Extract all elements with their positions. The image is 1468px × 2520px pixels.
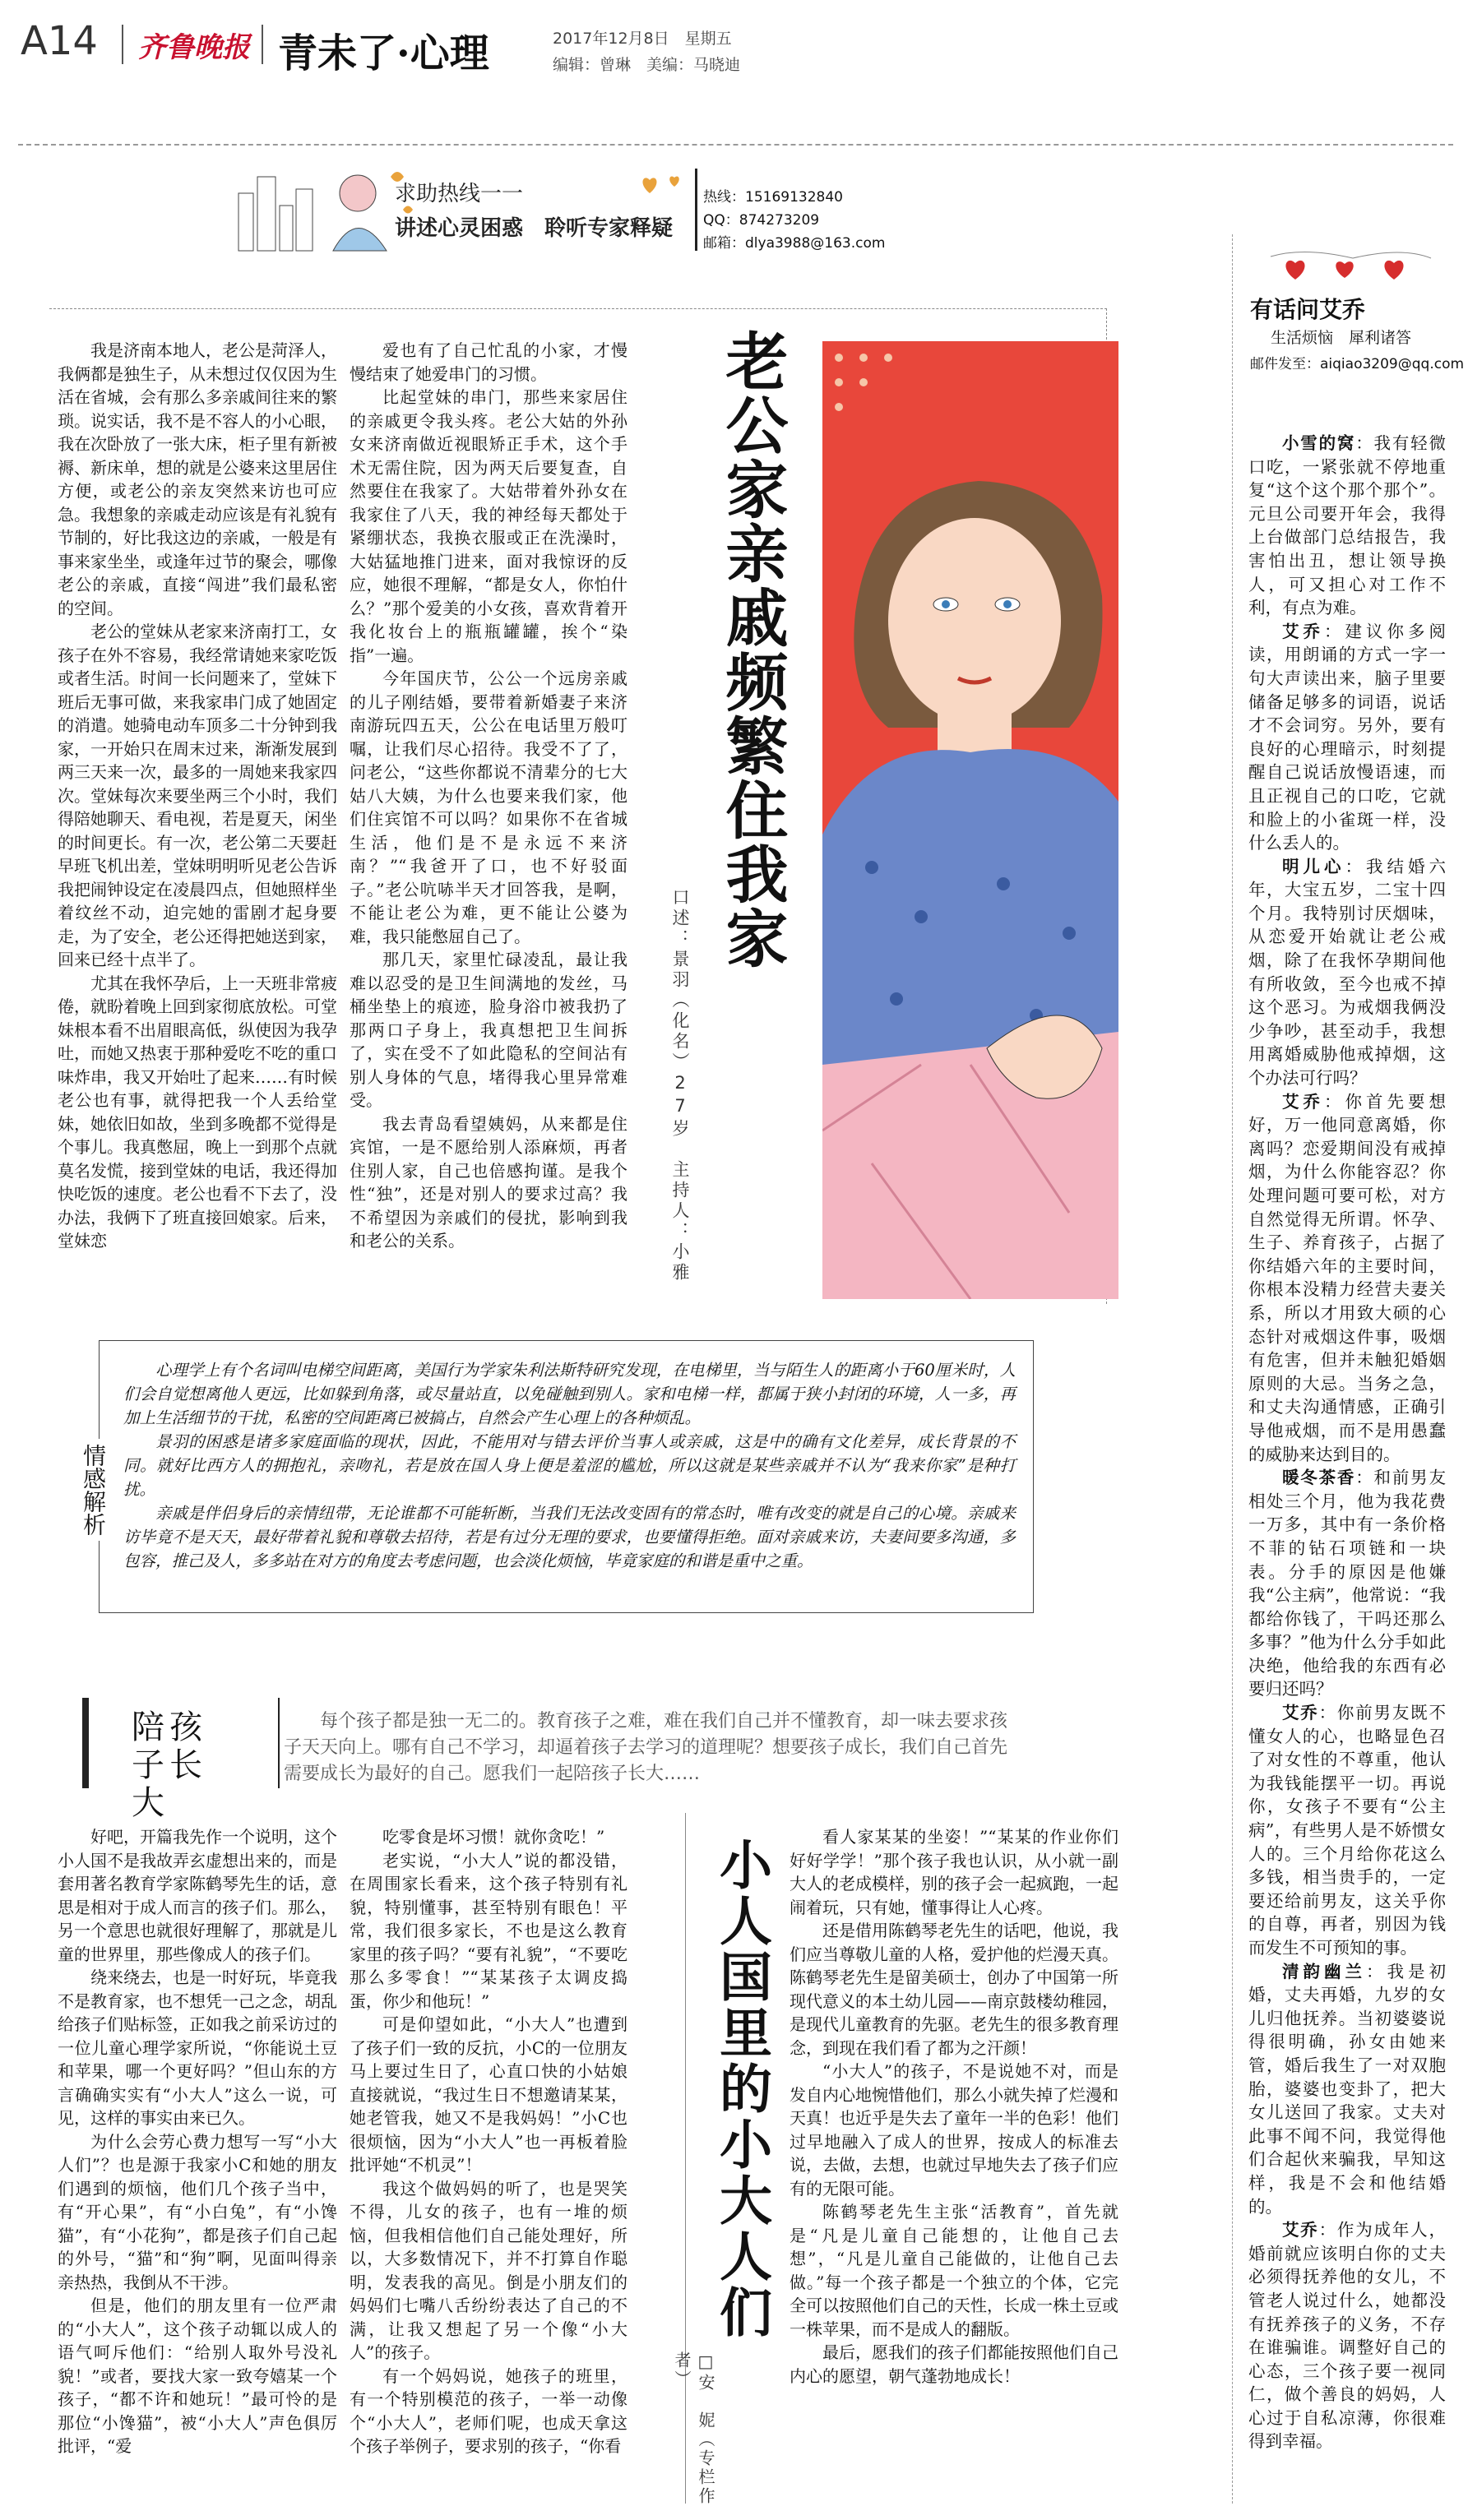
hotline-qq: QQ：874273209	[703, 212, 820, 229]
paragraph: 尤其在我怀孕后，上一天班非常疲倦，就盼着晚上回到家彻底放松。可堂妹根本看不出眉眼高低，纵使因为我孕吐，而她又热衷于那种爱吃不吃的重口味炸串，我又开始吐了起来……有时候老公也有事，就得把我一个人丢给堂妹，她依旧如故，坐到多晚都不觉得是个事儿。我真憋屈，晚上一到那个点就莫名发慌，接到堂妹的电话，我还得加快吃饭的速度。老公也看不下去了，没办法，我俩下了班直接回娘家。后来，堂妹恋	[58, 973, 337, 1251]
qa-text: ：作为成年人，婚前就应该明白你的丈夫必须得抚养他的女儿，不管老人说过什么，她都没有抚养孩子的义务，不存在谁骗谁。调整好自己的心态，三个孩子要一视同仁，做个善良的妈妈，人心过于自私凉薄，你很难得到幸福。	[1248, 2220, 1446, 2452]
qa-asker: 艾乔	[1282, 1703, 1319, 1723]
qa-item	[1248, 2218, 1446, 2453]
qa-item	[1248, 1090, 1446, 1467]
qa-asker: 清韵幽兰	[1282, 1961, 1366, 1981]
qa-text: ：我是初婚，丈夫再婚，九岁的女儿归他抚养。当初婆婆说得很明确，孙女由她来管，婚后我生了一对双胞胎，婆婆也变卦了，把大女儿送回了我家。丈夫对此事不闻不问，我觉得他们合起伙来骗我，早知这样，我是不会和他结婚的。	[1248, 1961, 1446, 2217]
paragraph: 今年国庆节，公公一个远房亲戚的儿子刚结婚，要带着新婚妻子来济南游玩四五天，公公在电话里万般叮嘱，让我们尽心招待。我受不了了，问老公，“这些你都说不清辈分的七大姑八大姨，为什么也要来我们家，他们住宾馆不可以吗？如果你不在省城生活，他们是不是永远不来济南？”“我爸开了口，也不好驳面子。”老公吭哧半天才回答我，是啊，不能让老公为难，更不能让公婆为难，我只能憋屈自己了。	[350, 668, 627, 946]
qa-item	[1248, 1701, 1446, 1960]
qa-asker: 艾乔	[1282, 621, 1324, 641]
qa-asker: 艾乔	[1282, 2220, 1319, 2240]
paragraph: 亲戚是伴侣身后的亲情纽带，无论谁都不可能斩断，当我们无法改变固有的常态时，唯有改变的就是自己的心境。亲戚来访毕竟不是天天，最好带着礼貌和尊敬去招待，若是有过分无理的要求，也要懂得拒绝。面对亲戚来访，夫妻间要多沟通，多包容，推己及人，多多站在对方的角度去考虑问题，也会淡化烦恼，毕竟家庭的和谐是重中之重。	[123, 1504, 1016, 1570]
qa-asker: 明儿心	[1282, 856, 1345, 876]
column-intro: 每个孩子都是独一无二的。教育孩子之难，难在我们自己并不懂教育，却一味去要求孩子天天向上。哪有自己不学习，却逼着孩子去学习的道理呢？想要孩子成长，我们自己首先需要成长为最好的自己。愿我们一起陪孩子长大……	[284, 1711, 1008, 1784]
qa-text: ：你前男友既不懂女人的心，也略显色召了对女性的不尊重，他认为我钱能摆平一切。再说你，女孩子不要有“公主病”，有些男人是不娇惯女人的。三个月给你花这么多钱，相当贵手的，一定要还给前男友，这关乎你的自尊，再者，别因为钱而发生不可预知的事。	[1248, 1703, 1446, 1958]
paragraph: 最后，愿我们的孩子们都能按照他们自己内心的愿望，朝气蓬勃地成长！	[790, 2342, 1118, 2386]
qa-item	[1248, 855, 1446, 1090]
hotline-divider	[695, 169, 697, 251]
qa-text: ：我结婚六年，大宝五岁，二宝十四个月。我特别讨厌烟味，从恋爱开始就让老公戒烟，除了在我怀孕期间他有所收敛，至今也戒不掉这个恶习。为戒烟我俩没少争吵，甚至动手，我想用离婚威胁他戒掉烟，这个办法可行吗？	[1248, 856, 1446, 1089]
ask-column-rule	[1232, 234, 1234, 2504]
article2-byline: □安 妮（专栏作者）	[672, 2351, 715, 2506]
paragraph: 爱也有了自己忙乱的小家，才慢慢结束了她爱串门的习惯。	[350, 340, 627, 384]
column-label: 陪孩子长大	[132, 1709, 207, 1822]
paragraph: 有一个妈妈说，她孩子的班里，有一个特别模范的孩子，一举一动像个“小大人”，老师们呢，也成天拿这个孩子举例子，要求别的孩子，“你看	[350, 2365, 627, 2456]
article1-col1	[58, 339, 337, 1253]
weekday-text: 星期五	[684, 30, 732, 48]
qa-text: ：我有轻微口吃，一紧张就不停地重复“这个这个那个那个”。元旦公司要开年会，我得上台做部门总结报告，我害怕出丑，想让领导换人，可又担心对工作不利，有点为难。	[1248, 433, 1446, 618]
qa-text: ：你首先要想好，万一他同意离婚，你离吗？恋爱期间没有戒掉烟，为什么你能容忍？你处理问题可要可松，对方自然觉得无所谓。怀孕、生子、养育孩子，占据了你结婚六年的主要时间，你根本没精力经营夫妻关系，所以才用致大硕的心态针对戒烟这件事，吸烟有危害，但并未触犯婚姻原则的大忌。当务之急，和丈夫沟通情感，正确引导他戒烟，而不是用愚蠢的威胁来达到目的。	[1248, 1091, 1446, 1464]
paragraph: 吃零食是坏习惯！就你贪吃！”	[382, 1827, 605, 1847]
qa-asker: 暖冬茶香	[1282, 1468, 1356, 1488]
date-text: 2017年12月8日	[553, 30, 669, 48]
article2-col3	[790, 1825, 1118, 2388]
article2-col2	[350, 1825, 627, 2458]
paragraph: 陈鹤琴老先生主张“活教育”，首先就是“凡是儿童自己能想的，让他自己去想”，“凡是儿童自己能做的，让他自己去做。”每一个孩子都是一个独立的个体，它完全可以按照他们自己的天性，长成一株土豆或一株苹果，而不是成人的翻版。	[790, 2202, 1118, 2339]
woman-illustration	[822, 341, 1118, 1299]
section-title: 青未了·心理	[278, 30, 489, 76]
hotline-phone: 热线：15169132840	[703, 189, 843, 206]
hotline-banner	[234, 160, 901, 259]
paragraph: 但是，他们的朋友里有一位严肃的“小大人”，这个孩子动辄以成人的语气呵斥他们：“给别人取外号没礼貌！”或者，要找大家一致夸嬉某一个孩子，“都不许和她玩！”最可怜的是那位“小馋猫”，被“小大人”声色俱厉批评，“爱	[58, 2296, 337, 2456]
article1-byline: 口述：景羽（化名）27岁 主持人：小雅	[670, 888, 690, 1283]
header-divider	[122, 25, 123, 64]
paper-logo: 齐鲁晚报	[138, 31, 250, 64]
qa-asker: 小雪的窝	[1282, 433, 1356, 453]
paragraph: 我这个做妈妈的听了，也是哭笑不得，儿女的孩子，也有一堆的烦恼，但我相信他们自己能处理好，所以，大多数情况下，并不打算自作聪明，发表我的高见。倒是小朋友们的妈妈们七嘴八舌纷纷表达了自己的不满，让我又想起了另一个像“小大人”的孩子。	[350, 2178, 627, 2362]
qa-item	[1248, 620, 1446, 855]
top-rule	[18, 144, 1453, 146]
header-divider-2	[262, 25, 263, 64]
paragraph: 老公的堂妹从老家来济南打工，女孩子在外不容易，我经常请她来家吃饭或者生活。时间一长问题来了，堂妹下班后无事可做，来我家串门成了她固定的消遣。她骑电动车顶多二十分钟到我家，一开始只在周末过来，渐渐发展到两三天来一次，最多的一周她来我家四次。堂妹每次来要坐两三个小时，我们得陪她聊天、看电视，若是夏天，闲坐的时间更长。有一次，老公第二天要赶早班飞机出差，堂妹明明听见老公告诉我把闹钟设定在凌晨四点，但她照样坐着纹丝不动，迫完她的雷剧才起身要走，为了安全，老公还得把她送到家，回来已经十点半了。	[58, 622, 337, 969]
analysis-text	[123, 1358, 1016, 1573]
heart-icon	[637, 169, 687, 201]
paragraph: 好吧，开篇我先作一个说明，这个小人国不是我故弄玄虚想出来的，而是套用著名教育学家陈鹤琴先生的话，意思是相对于成人而言的孩子们。那么，另一个意思也就很好理解了，那就是儿童的世界里，那些像成人的孩子们。	[58, 1827, 337, 1964]
qa-list	[1248, 432, 1446, 2453]
paragraph: 绕来绕去，也是一时好玩，毕竟我不是教育家，也不想凭一己之念，胡乱给孩子们贴标签，正如我之前采访过的一位儿童心理学家所说，“你能说土豆和苹果，哪一个更好吗？”但山东的方言确确实实有“小大人”这么一说，可见，这样的事实由来已久。	[58, 1967, 337, 2128]
paragraph: 我是济南本地人，老公是菏泽人，我俩都是独生子，从未想过仅仅因为生活在省城，会有那么多亲戚间往来的繁琐。说实话，我不是不容人的小心眼，我在次卧放了一张大床，柜子里有新被褥、新床单，想的就是公婆来这里居住方便，或老公的亲友突然来访也可应急。我想象的亲戚走动应该是有礼貌有节制的，好比我这边的亲戚，一般是有事来家坐坐，或逢年过节的聚会，哪像老公的亲戚，直接“闯进”我们最私密的空间。	[58, 340, 337, 618]
paragraph: 为什么会劳心费力想写一写“小大人们”？也是源于我家小C和她的朋友们遇到的烦恼，他们几个孩子当中，有“开心果”，有“小白兔”，有“小馋猫”，有“小花狗”，都是孩子们自己起的外号，“猫”和“狗”啊，见面叫得亲亲热热，我倒从不干涉。	[58, 2131, 337, 2292]
paragraph: “小大人”的孩子，不是说她不对，而是发自内心地惋惜他们，那么小就失掉了烂漫和天真！也近乎是失去了童年一半的色彩！他们过早地融入了成人的世界，按成人的标准去说，去做，去想，也就过早地失去了孩子们应有的无限可能。	[790, 2061, 1118, 2199]
ask-column-title: 有话问艾乔	[1250, 296, 1366, 323]
ask-column-sub	[1271, 326, 1411, 348]
hearts-icon	[1254, 247, 1443, 286]
ask-sub2: 犀利诸答	[1349, 329, 1412, 347]
paragraph: 那几天，家里忙碌凌乱，最让我难以忍受的是卫生间满地的发丝，马桶坐垫上的痕迹，脸身浴巾被我扔了那两口子身上，我真想把卫生间拆了，实在受不了如此隐私的空间沾有别人身体的气息，堵得我心里异常难受。	[350, 950, 627, 1110]
ask-column-email: 邮件发至：aiqiao3209@qq.com	[1250, 356, 1465, 372]
hotline-title: 求助热线一一	[395, 182, 524, 206]
qa-item	[1248, 1466, 1446, 1701]
paragraph: 可是仰望如此，“小大人”也遭到了孩子们一致的反抗，小C的一位朋友马上要过生日了，心直口快的小姑娘直接就说，“我过生日不想邀请某某，她老管我，她又不是我妈妈！”小C也很烦恼，因为“小大人”也一再板着脸批评她“不机灵”！	[350, 2014, 627, 2175]
qa-item	[1248, 432, 1446, 620]
analysis-label: 情感解析	[76, 1439, 109, 1541]
qa-text: ：建议你多阅读，用朗诵的方式一字一句大声读出来，脑子里要储备足够多的词语，说话才不会词穷。另外，要有良好的心理暗示，时刻提醒自己说话放慢语速，而且正视自己的口吃，它就和脸上的小雀斑一样，没什么丢人的。	[1248, 621, 1446, 853]
paragraph: 还是借用陈鹤琴老先生的话吧，他说，我们应当尊敬儿童的人格，爱护他的烂漫天真。陈鹤琴老先生是留美硕士，创办了中国第一所现代意义的本土幼儿园——南京鼓楼幼稚园，是现代儿童教育的先驱。老先生的很多教育理念，到现在我们看了都为之汗颜！	[790, 1921, 1118, 2058]
hotline-email: 邮箱：dlya3988@163.com	[703, 235, 886, 252]
paragraph: 比起堂妹的串门，那些来家居住的亲戚更令我头疼。老公大姑的外孙女来济南做近视眼矫正手术，这个手术无需住院，因为两天后要复查，自然要住在我家了。大姑带着外孙女在我家住了八天，我的神经每天都处于紧绷状态，我换衣服或正在洗澡时，大姑猛地推门进来，面对我惊讶的反应，她很不理解，“都是女人，你怕什么？”那个爱美的小女孩，喜欢背着开我化妆台上的瓶瓶罐罐，挨个“染指”一遍。	[350, 387, 627, 665]
qa-item	[1248, 1960, 1446, 2219]
editors: 编辑：曾琳 美编：马晓迪	[553, 56, 741, 74]
qa-text: ：和前男友相处三个月，他为我花费一万多，其中有一条价格不菲的钻石项链和一块表。分手的原因是他嫌我“公主病”，他常说：“我都给你钱了，干吗还那么多事？”他为什么分手如此决绝，他给我的东西有必要归还吗？	[1248, 1468, 1446, 1699]
qa-asker: 艾乔	[1282, 1091, 1324, 1112]
paragraph: 我去青岛看望姨妈，从来都是住宾馆，一是不愿给别人添麻烦，再者住别人家，自己也倍感拘谨。是我个性“独”，还是对别人的要求过高？我不希望因为亲戚们的侵扰，影响到我和老公的关系。	[350, 1113, 627, 1251]
ask-sub1: 生活烦恼	[1271, 329, 1334, 347]
issue-date	[553, 26, 732, 49]
article2-col1	[58, 1825, 337, 2458]
paragraph: 心理学上有个名词叫电梯空间距离，美国行为学家朱利法斯特研究发现，在电梯里，当与陌生人的距离小于60厘米时，人们会自觉想离他人更远，比如躲到角落，或尽量站直，以免碰触到别人。家和电梯一样，都属于狭小封闭的环境，人一多，再加上生活细节的干扰，私密的空间距离已被搞占，自然会产生心理上的各种烦乱。	[123, 1361, 1016, 1427]
paragraph: 景羽的困惑是诸多家庭面临的现状，因此，不能用对与错去评价当事人或亲戚，这是中的确有文化差异，成长背景的不同。就好比西方人的拥抱礼，亲吻礼，若是放在国人身上便是羞涩的尴尬，所以这就是某些亲戚并不认为“我来你家”是种打扰。	[123, 1432, 1016, 1499]
hotline-slogan: 讲述心灵困惑 聆听专家释疑	[395, 216, 674, 241]
article2-title: 小人国里的小大人们	[711, 1838, 772, 2341]
page-number: A14	[21, 18, 98, 64]
city-illustration	[234, 160, 424, 257]
paragraph: 老实说，“小大人”说的都没错，在周围家长看来，这个孩子特别有礼貌，特别懂事，甚至特别有眼色！平常，我们很多家长，不也是这么教育家里的孩子吗？“要有礼貌”，“不要吃那么多零食！”“某某孩子太调皮捣蛋，你少和他玩！”	[350, 1850, 627, 2011]
article1-col2	[350, 339, 627, 1253]
paragraph: 看人家某某的坐姿！”“某某的作业你们好好学学！”那个孩子我也认识，从小就一副大人的老成模样，别的孩子会一起疯跑，一起闹着玩，只有她，懂事得让人心疼。	[790, 1827, 1118, 1917]
article1-title: 老公家亲戚频繁住我家	[715, 329, 789, 970]
